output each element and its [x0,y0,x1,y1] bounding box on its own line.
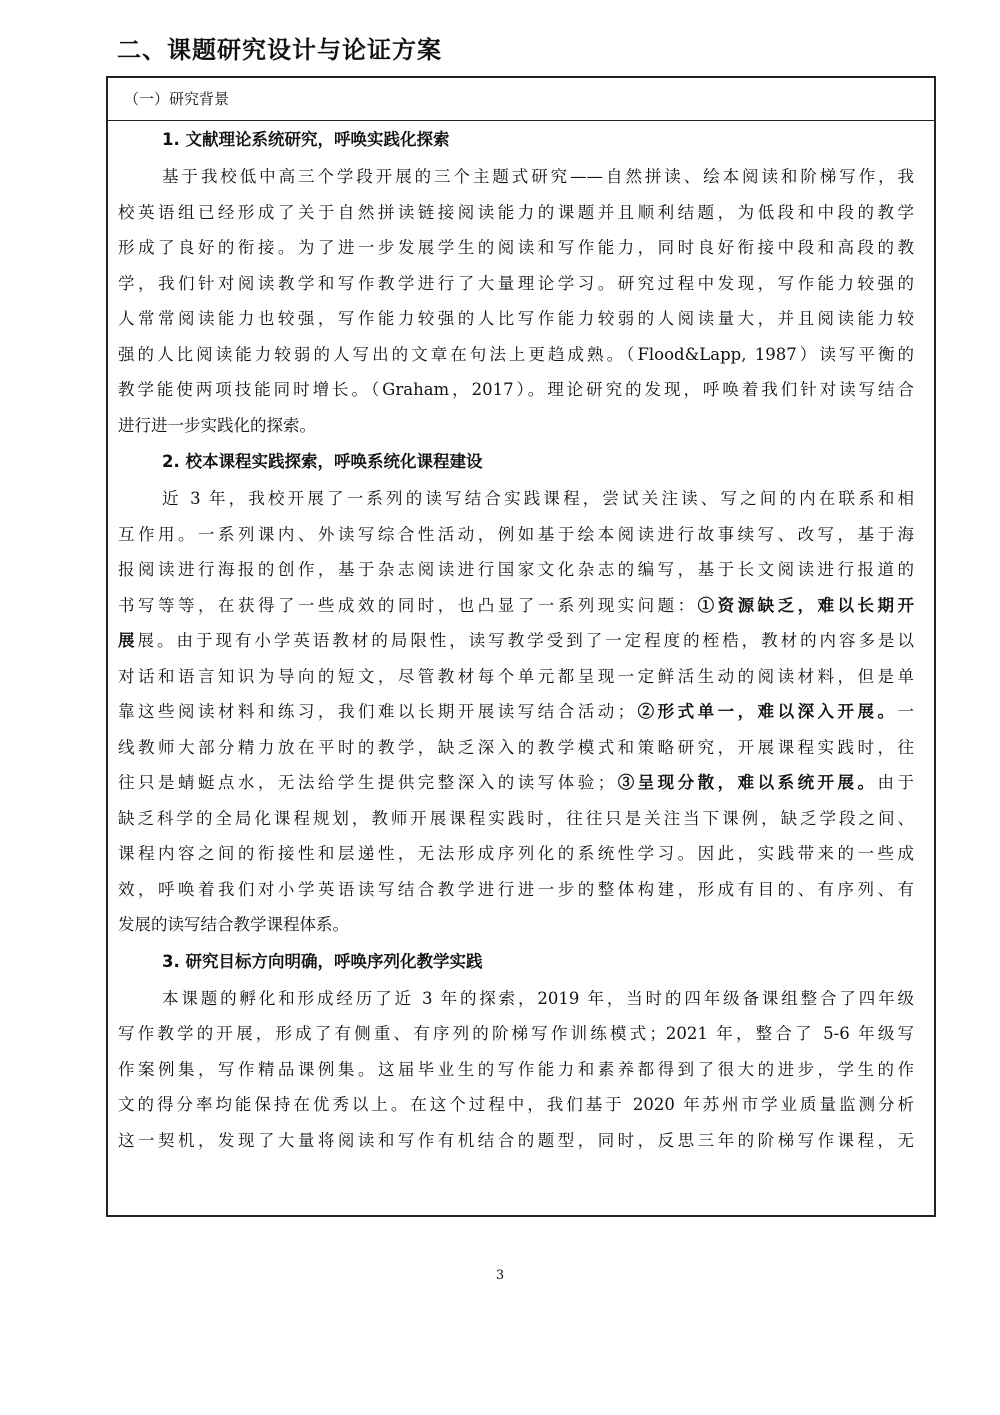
text-line: 强的人比阅读能力较弱的人写出的文章在句法上更趋成熟。（Flood&Lapp, 1987）读写平衡的 [118,344,914,364]
paragraph-3 [118,981,914,1159]
text-segment: 往只是蜻蜓点水，无法给学生提供完整深入的读写体验； [118,773,615,792]
text-line: 课程内容之间的衔接性和层递性，无法形成序列化的系统性学习。因此，实践带来的一些成 [118,844,914,863]
research-background-box [106,76,936,1217]
text-line: 基于我校低中高三个学段开展的三个主题式研究——自然拼读、绘本阅读和阶梯写作，我 [162,167,914,186]
text-line: 线教师大部分精力放在平时的教学，缺乏深入的教学模式和策略研究，开展课程实践时，往 [118,737,914,757]
text-segment: 展。由于现有小学英语教材的局限性，读写教学受到了一定程度的桎梏，教材的内容多是以 [137,631,914,650]
subsection-heading-1: 1. 文献理论系统研究，呼唤实践化探索 [162,130,450,149]
text-line: 作案例集，写作精品课例集。这届毕业生的写作能力和素养都得到了很大的进步，学生的作 [118,1059,914,1079]
text-segment: 由于 [877,773,914,792]
text-line: 缺乏科学的全局化课程规划，教师开展课程实践时，往往只是关注当下课例，缺乏学段之间、 [118,808,914,828]
text-line: 互作用。一系列课内、外读写综合性活动，例如基于绘本阅读进行故事续写、改写，基于海 [118,524,914,544]
text-line [118,694,914,730]
text-line [118,765,914,801]
text-line: 写作教学的开展，形成了有侧重、有序列的阶梯写作训练模式；2021 年，整合了 5-6 年级写 [118,1024,914,1043]
subsection-heading-3: 3. 研究目标方向明确，呼唤序列化教学实践 [162,951,483,971]
bold-point-3: ③呈现分散，难以系统开展。 [614,773,878,792]
text-line: 学，我们针对阅读教学和写作教学进行了大量理论学习。研究过程中发现，写作能力较强的 [118,273,914,293]
text-line: 教学能使两项技能同时增长。（Graham，2017）。理论研究的发现，呼唤着我们针对读写结合 [118,380,914,399]
bold-point-1-tail: 展 [118,631,138,650]
page-number: 3 [495,1268,505,1283]
text-line: 文的得分率均能保持在优秀以上。在这个过程中，我们基于 2020 年苏州市学业质量监测分析 [118,1095,914,1114]
text-segment: 书写等等，在获得了一些成效的同时，也凸显了一系列现实问题： [118,595,698,615]
text-line: 报阅读进行海报的创作，基于杂志阅读进行国家文化杂志的编写，基于长文阅读进行报道的 [118,560,914,579]
text-line: 进行进一步实践化的探索。 [118,415,316,435]
text-line: 对话和语言知识为导向的短文，尽管教材每个单元都呈现一定鲜活生动的阅读材料，但是单 [118,666,914,686]
text-line [118,623,914,659]
paragraph-2 [118,481,914,943]
text-line: 人常常阅读能力也较强，写作能力较强的人比写作能力较弱的人阅读量大，并且阅读能力较 [118,309,914,328]
text-line: 形成了良好的衔接。为了进一步发展学生的阅读和写作能力，同时良好衔接中段和高段的教 [118,238,914,257]
text-line: 校英语组已经形成了关于自然拼读链接阅读能力的课题并且顺利结题，为低段和中段的教学 [118,202,914,222]
subsection-heading-2: 2. 校本课程实践探索，呼唤系统化课程建设 [162,452,483,471]
bold-point-1: ①资源缺乏，难以长期开 [697,595,914,615]
text-segment: 一 [897,702,914,721]
text-line: 本课题的孵化和形成经历了近 3 年的探索，2019 年，当时的四年级备课组整合了四年级 [162,988,914,1008]
text-line: 这一契机，发现了大量将阅读和写作有机结合的题型，同时，反思三年的阶梯写作课程，无 [118,1130,914,1150]
text-line: 近 3 年，我校开展了一系列的读写结合实践课程，尝试关注读、写之间的内在联系和相 [162,489,914,508]
text-line [118,588,914,624]
page-title: 二、课题研究设计与论证方案 [117,36,442,64]
text-line: 发展的读写结合教学课程体系。 [118,915,349,934]
text-line: 效，呼唤着我们对小学英语读写结合教学进行进一步的整体构建，形成有目的、有序列、有 [118,879,914,899]
paragraph-1 [118,159,914,443]
bold-point-2: ②形式单一，难以深入开展。 [634,702,898,721]
section-label: （一）研究背景 [108,78,934,121]
text-segment: 靠这些阅读材料和练习，我们难以长期开展读写结合活动； [118,702,635,721]
section-content [108,121,934,1158]
